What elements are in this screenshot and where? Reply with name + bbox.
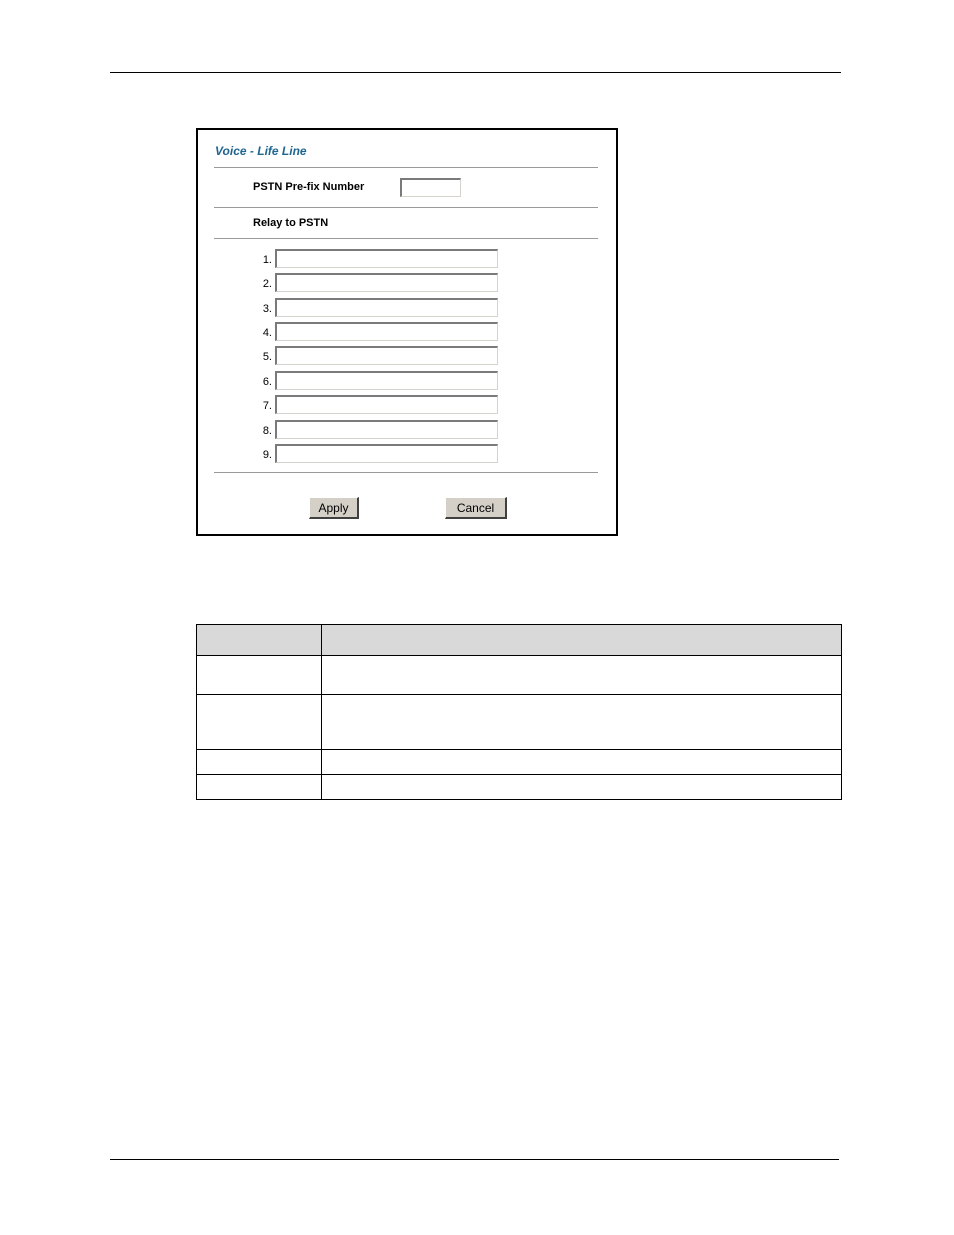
relay-to-pstn-label: Relay to PSTN <box>253 217 329 229</box>
screen-title: Voice - Life Line <box>215 144 307 158</box>
relay-number-input-3[interactable] <box>275 298 498 317</box>
table-cell <box>322 656 842 695</box>
apply-button[interactable]: Apply <box>309 497 359 519</box>
field-description-table <box>196 624 842 800</box>
relay-number-label: 9. <box>262 449 272 461</box>
table-header-cell <box>197 625 322 656</box>
life-line-screen <box>196 128 618 536</box>
cancel-button[interactable]: Cancel <box>445 497 507 519</box>
relay-number-label: 1. <box>262 254 272 266</box>
relay-number-label: 5. <box>262 351 272 363</box>
table-row <box>197 695 842 750</box>
relay-number-label: 2. <box>262 278 272 290</box>
separator <box>214 472 598 474</box>
relay-number-label: 4. <box>262 327 272 339</box>
table-header-cell <box>322 625 842 656</box>
table-cell <box>197 750 322 775</box>
table-cell <box>322 775 842 800</box>
relay-number-input-4[interactable] <box>275 322 498 341</box>
table-row <box>197 750 842 775</box>
header-rule <box>110 72 841 73</box>
table-cell <box>322 695 842 750</box>
table-cell <box>197 695 322 750</box>
table-cell <box>197 656 322 695</box>
separator <box>214 238 598 240</box>
separator <box>214 207 598 209</box>
footer-rule <box>110 1159 839 1160</box>
pstn-prefix-label: PSTN Pre-fix Number <box>253 181 365 193</box>
relay-number-label: 7. <box>262 400 272 412</box>
table-row <box>197 656 842 695</box>
pstn-prefix-input[interactable] <box>400 178 461 197</box>
relay-number-input-9[interactable] <box>275 444 498 463</box>
relay-number-input-7[interactable] <box>275 395 498 414</box>
table-header-row <box>197 625 842 656</box>
separator <box>214 167 598 169</box>
relay-number-input-5[interactable] <box>275 346 498 365</box>
table-row <box>197 775 842 800</box>
relay-number-label: 6. <box>262 376 272 388</box>
table-cell <box>197 775 322 800</box>
relay-number-input-8[interactable] <box>275 420 498 439</box>
relay-number-label: 3. <box>262 303 272 315</box>
relay-number-input-2[interactable] <box>275 273 498 292</box>
table-cell <box>322 750 842 775</box>
relay-number-label: 8. <box>262 425 272 437</box>
relay-number-input-6[interactable] <box>275 371 498 390</box>
relay-number-input-1[interactable] <box>275 249 498 268</box>
